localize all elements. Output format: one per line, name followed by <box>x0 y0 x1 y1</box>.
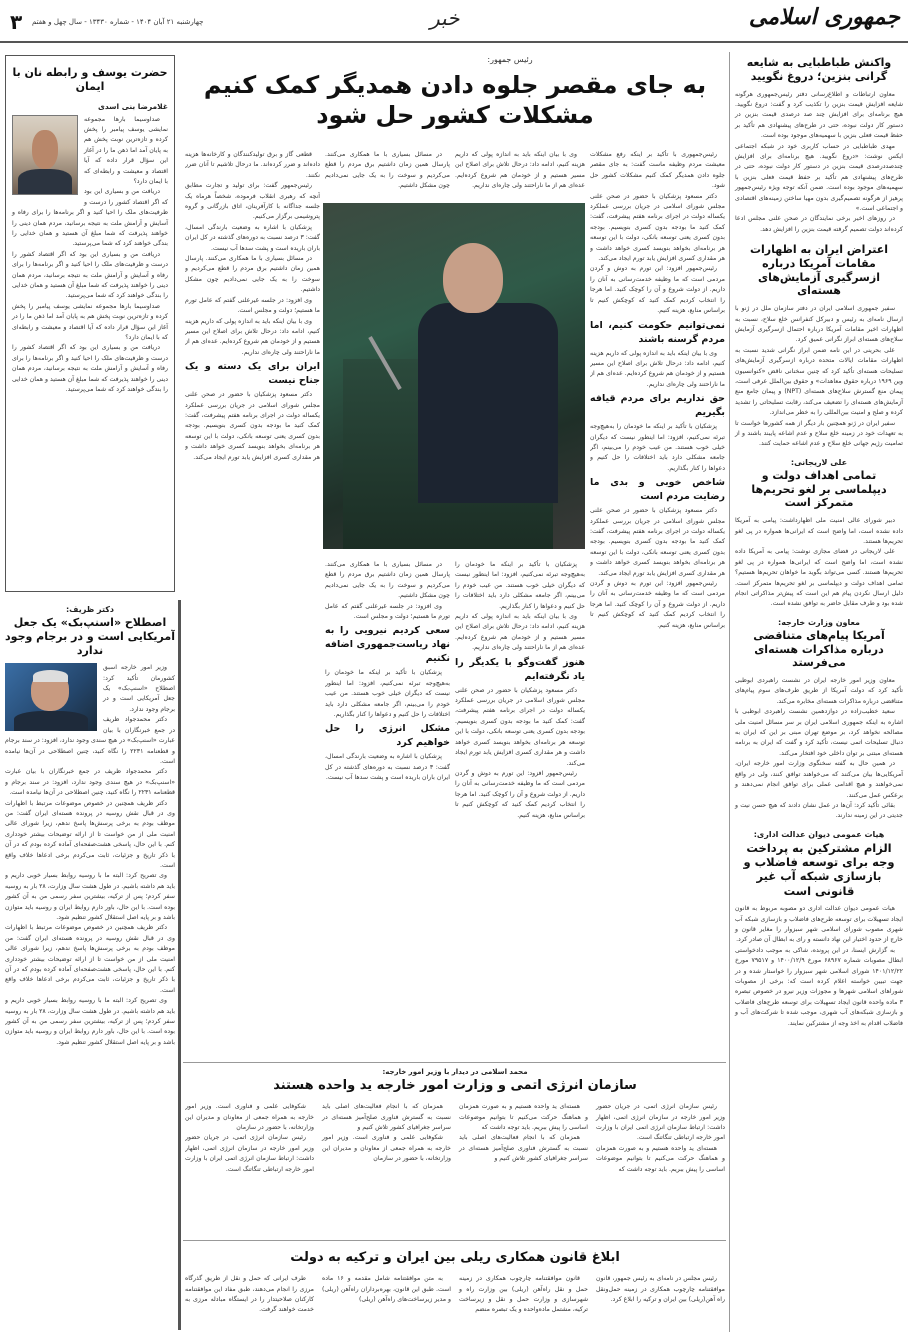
paragraph: در مسائل بسیاری با ما همکاری می‌کنند. پارسال همین زمان داشتیم برق مردم را قطع می‌کردیم و سوخت را به یک جایی نمی‌دادیم چون مشکل داشتیم. <box>325 561 450 600</box>
article-column <box>322 1102 451 1175</box>
paragraph: معاون وزیر امور خارجه ایران در نشست راهبردی ابوظبی تأکید کرد که دولت آمریکا از طریق طرف‌های سوم پیام‌های متناقضی درباره مذاکرات هسته‌ای مخابره می‌کند. <box>735 677 903 705</box>
paragraph: صداوسیما بارها مجموعه نمایشی یوسف پیامبر را پخش کرده و تازه‌ترین نوبت پخش هم به پایان آمد اما ذهن ما را در آغاز این سؤال قرار داده که آیا اقتصاد و معیشت و رابطه‌ای که با ایمان دارد؟ <box>12 302 168 342</box>
suit-shape <box>18 169 72 194</box>
article-body <box>735 904 903 1029</box>
paragraph: در مسائل بسیاری با ما همکاری می‌کنند. پارسال همین زمان داشتیم برق مردم را قطع می‌کردیم و سوخت را به یک جایی نمی‌دادیم چون مشکل داشتیم. <box>325 151 450 190</box>
author-photo <box>12 115 78 195</box>
main-article-headline[interactable]: به جای مقصر جلوه دادن همدیگر کمک کنیم مشکلات کشور حل شود <box>203 71 707 129</box>
article-kicker: علی لاریجانی: <box>790 457 848 467</box>
paragraph: طرف ایرانی که حمل و نقل از طریق گذرگاه مرزی را انجام می‌دهند، طبق مفاد این موافقتنامه کارکنان صلاحیتدار را در ایستگاه مبادله مرزی به خدمت خواهند گرفت. <box>185 1275 314 1314</box>
divider <box>183 1240 726 1241</box>
divider <box>183 1062 726 1063</box>
paragraph: وی افزود: در جلسه غیرعلنی گفتم که عامل تورم ما هستیم؛ دولت و مجلس است. <box>325 602 450 621</box>
paragraph: رئیس‌جمهوری با تأکید بر اینکه رفع مشکلات معیشت مردم وظیفه ماست گفت: به جای مقصر جلوه دادن همدیگر کمک کنیم مشکلات کشور حل شود. <box>590 151 725 190</box>
article-column <box>596 1274 725 1316</box>
main-article-column <box>455 150 585 200</box>
paragraph: هسته‌ای ید واحده هستیم و به صورت همزمان و هماهنگ حرکت می‌کنیم تا بتوانیم موضوعات اساسی را پیش ببریم. باید توجه داشت که <box>596 1144 725 1173</box>
person-head-shape <box>443 243 503 313</box>
paragraph: دکتر مسعود پزشکیان با حضور در صحن علنی مجلس شورای اسلامی در جریان بررسی عملکرد یکساله دولت در اجرای برنامه هفتم پیشرفت، گفت: کمک کنید ما بودجه بدون کسری بنویسیم. بودجه بدون کسری یعنی توسعه بانکی، دولت با این توسعه هر برنامه‌ای بخواهد بنویسد کسری خواهد داشت و هر مقداری کسری افزایش یابد تورم ایجاد می‌کند. <box>590 507 725 577</box>
zarif-photo <box>5 663 97 731</box>
page-number: ۳ <box>10 10 23 34</box>
paragraph: در مسائل بسیاری با ما همکاری می‌کنند. پارسال همین زمان داشتیم برق مردم را قطع می‌کردیم و سوخت را به یک جایی نمی‌دادیم چون مشکل داشتیم. <box>185 255 320 294</box>
article-kicker: دکتر ظریف: <box>65 605 115 614</box>
paragraph: وی با بیان اینکه باید به اندازه پولی که داریم هزینه کنیم، ادامه داد: درحال تلاش برای اصلاح این مسیر هستیم و از خودمان هم شروع کرده‌ایم. عده‌ای هم از ما ناراحتند ولی چاره‌ای نداریم. <box>185 317 320 356</box>
paragraph: قانون موافقتنامه چارچوب همکاری در زمینه حمل و نقل راه‌آهن (ریلی) بین وزارت راه و شهرسازی و وزارت حمل و نقل و زیرساخت ترکیه، مشتمل ماده‌واحده و یک تبصره منضم <box>459 1275 588 1314</box>
article-column <box>185 1102 314 1175</box>
article-column <box>322 1274 451 1316</box>
subhead: سعی کردیم نیرویی را به نهاد ریاست‌جمهوری اضافه نکنیم <box>325 625 450 665</box>
paragraph: دکتر مسعود پزشکیان با حضور در صحن علنی مجلس شورای اسلامی در جریان بررسی عملکرد یکساله دولت در اجرای برنامه هفتم پیشرفت، گفت: کمک کنید ما بودجه بدون کسری بنویسیم. بودجه بدون کسری یعنی توسعه بانکی، دولت با این توسعه هر برنامه‌ای بخواهد بنویسد کسری خواهد داشت و هر مقداری کسری افزایش یابد تورم ایجاد می‌کند. <box>590 192 725 263</box>
rail-agreement-article[interactable] <box>185 1246 725 1333</box>
paragraph: رئیس سازمان انرژی اتمی، در جریان حضور وزیر امور خارجه در سازمان انرژی اتمی، اظهار داشت: ارتباط سازمان انرژی اتمی ایران با وزارت امور خارجه ارتباطی تنگاتنگ است. <box>185 1134 314 1173</box>
paragraph: دکتر مسعود پزشکیان با حضور در صحن علنی مجلس شورای اسلامی در جریان بررسی عملکرد یکساله دولت در اجرای برنامه هفتم پیشرفت، گفت: کمک کنید ما بودجه بدون کسری بنویسیم. بودجه بدون کسری یعنی توسعه بانکی، دولت با این توسعه هر برنامه‌ای بخواهد بنویسد کسری خواهد داشت و هر مقداری کسری افزایش یابد تورم ایجاد می‌کند. <box>455 686 585 767</box>
article-body <box>735 90 903 236</box>
paragraph: دکتر محمدجواد ظریف در جمع خبرنگاران با بیان عبارت «اسنپ‌بک» در هیچ سندی وجود ندارد، افزود: در سند برجام و قطعنامه ۲۲۳۱ را نگاه کنید، چنین اصطلاحی در آن‌ها نیامده است. <box>5 768 175 797</box>
paragraph: علی لاریجانی در فضای مجازی نوشت: پیامی به آمریکا داده نشده است، اما واضح است که ایرانی‌ها همواره در پی لغو تحریم‌ها هستند. کسی می‌تواند بگوید ما خواهان تحریم‌ها هستیم؟ تمامی اهداف دولت و دیپلماسی بر لغو تحریم‌ها متمرکز است. دلیل ارسال نکردن پیام هم این است که پیش‌تر مذاکراتی انجام شده بود و طرف مقابل حاضر به توافق نشده است. <box>735 548 903 608</box>
paragraph: علی بحرینی در این نامه ضمن ابراز نگرانی شدید نسبت به اظهارات مقامات ایالات متحده درباره ازسرگیری آزمایش‌های تسلیحات هسته‌ای تأکید کرد که چنین سخنانی ناقض «کنوانسیون وین ۱۹۶۹ درباره حقوق معاهدات» و حقوق بین‌الملل عرفی است، پیمان منع گسترش سلاح‌های هسته‌ای (NPT) و پیمان جامع منع آزمایش‌های هسته‌ای را تضعیف می‌کند، رقابت تسلیحاتی را تشدید کرده و صلح و امنیت بین‌المللی را به خطر می‌اندازد. <box>735 346 903 417</box>
right-column <box>735 52 903 1029</box>
paragraph: سفیر ایران در ژنو همچنین بار دیگر از همه کشورها خواست تا به تعهدات خود در زمینه خلع سلاح و عدم اشاعه پایبند باشند و از تمامیت رژیم جهانی خلع سلاح و عدم اشاعه حمایت کنند. <box>735 419 903 448</box>
article-body <box>735 304 903 450</box>
paragraph: دریافت من و بسیاری این بود که اگر اقتصاد کشور را درست و ظرفیت‌های ملک را احیا کنید و اگر برنامه‌ها را برای رفاه و آسایش و آرامش ملت به نتیجه برسانید، مردم همان دینی را خواهند پذیرفت که شما مبلغ آن هستید و همان خدایی را بندگی خواهند کرد که شما می‌پرستید. <box>12 188 168 248</box>
paragraph: پزشکیان با اشاره به وضعیت بارندگی امسال، گفت: ۳ درصد نسبت به دوره‌های گذشته در کل ایران باران باریده است و پشت سدها آب نیست. <box>185 223 320 252</box>
article-columns <box>185 1102 725 1175</box>
paragraph: مهدی طباطبایی در حساب کاربری خود در شبکه اجتماعی ایکس نوشت: «دروغ نگویید. هیچ برنامه‌ای برای افزایش چندصددرصدی قیمت بنزین در دستور کار دولت نبوده، حتی در طرح‌های پیشنهادی هم تأکید بر حفظ قیمت فعلی بنزین با سهمیه‌های موجود بوده است. ضمن آنکه توجه ویژه رئیس‌جمهور پرهیز از هرگونه تصمیم‌گیری بدون مهیا ساختن زمینه‌های اقتصادی و اجتماعی است.» <box>735 142 903 212</box>
suit-shape <box>14 711 88 731</box>
article-columns <box>185 1274 725 1316</box>
article-administrative-court[interactable] <box>735 830 903 1029</box>
masthead <box>0 0 908 43</box>
paragraph: دبیر شورای عالی امنیت ملی اظهارداشت: پیامی به آمریکا داده نشده است، اما واضح است که ایرانی‌ها همواره در پی لغو تحریم‌ها هستند. <box>735 517 903 545</box>
subhead: حق نداریم برای مردم قیافه بگیریم <box>590 393 725 419</box>
face-shape <box>32 130 58 169</box>
article-headline[interactable]: الزام مشترکین به پرداخت وجه برای توسعه فاضلاب و بازسازی شبکه آب غیر قانونی است <box>743 840 895 898</box>
subhead: شاخص خوبی و بدی ما رضایت مردم است <box>590 477 725 503</box>
paragraph: در روزهای اخیر برخی نمایندگان در صحن علنی مجلس ادعا کرده‌اند دولت تصمیم گرفته قیمت بنزین را افزایش دهد. <box>735 215 903 233</box>
article-gasoline-rumor[interactable] <box>735 56 903 235</box>
subhead: مشکل انرژی را حل خواهیم کرد <box>325 723 450 749</box>
person-body-shape <box>418 303 558 503</box>
paragraph: رئیس سازمان انرژی اتمی، در جریان حضور وزیر امور خارجه در سازمان انرژی اتمی، اظهار داشت: ارتباط سازمان انرژی اتمی ایران با وزارت امور خارجه ارتباطی تنگاتنگ است. <box>596 1103 725 1142</box>
paragraph: صداوسیما بارها مجموعه نمایشی یوسف پیامبر را پخش کرده و تازه‌ترین نوبت پخش هم به پایان آمد اما ذهن ما را در آغاز این سؤال قرار داده که آیا اقتصاد و معیشت و رابطه‌ای که با ایمان دارد؟ <box>84 115 168 185</box>
article-headline[interactable]: اعتراض ایران به اظهارات مقامات آمریکا درباره ازسرگیری آزمایش‌های هسته‌ای <box>749 243 889 298</box>
paragraph: پزشکیان با تأکید بر اینکه ما خودمان را به‌هیچ‌وجه تبرئه نمی‌کنیم، افزود: اما اینطور نیست که دیگران خیلی خوب هستند. من عیب خودم را می‌بینم، اگر جامعه مشکلی دارد باید اختلافات را حل کنیم و دعواها را کنار بگذاریم. <box>455 561 585 610</box>
newspaper-logo[interactable]: جمهوری اسلامی <box>748 4 900 30</box>
paragraph: پزشکیان با تأکید بر اینکه ما خودمان را به‌هیچ‌وجه تبرئه نمی‌کنیم، افزود: اما اینطور نیست که دیگران خیلی خوب هستند. من عیب خودم را می‌بینم، اگر جامعه مشکلی دارد باید اختلافات را حل کنیم و دعواها را کنار بگذاریم. <box>590 423 725 472</box>
paragraph: شکوفایی علمی و فناوری است. وزیر امور خارجه به همراه جمعی از معاونان و مدیران این وزارتخانه، با حضور در سازمان <box>185 1103 314 1132</box>
paragraph: وی تصریح کرد: البته ما با روسیه روابط بسیار خوبی داریم و باید هم داشته باشیم. در طول هشت سال وزارت، ۲۸ بار به روسیه سفر کردم؛ پس از ترکیه، بیشترین سفر رسمی من به آن کشور بوده است. با این حال، باور دارم روابط ایران و روسیه باید متوازن باشد و بر پایه اصل استقلال کشور تنظیم شود. <box>5 997 175 1046</box>
paragraph: قطعی گاز و برق تولیدکنندگان و کارخانه‌ها هزینه داده‌اند و ضرر کرده‌اند. ما درحال تلاشیم تا آنان ضرر نکنند. <box>185 151 320 179</box>
atomic-energy-article[interactable] <box>185 1068 725 1228</box>
article-deputy-fm[interactable] <box>735 618 903 822</box>
paragraph: پزشکیان با اشاره به وضعیت بارندگی امسال، گفت: ۳ درصد نسبت به دوره‌های گذشته در کل ایران باران باریده است و پشت سدها آب نیست. <box>325 753 450 782</box>
paragraph: شکوفایی علمی و فناوری است. وزیر امور خارجه به همراه جمعی از معاونان و مدیران این وزارتخانه، با حضور در سازمان <box>322 1134 451 1163</box>
paragraph: دکتر ظریف همچنین در خصوص موضوعات مرتبط با اظهارات وی در قبال نقش روسیه در پرونده هسته‌ای ایران گفت: من موظف بودم به برخی پرسش‌ها پاسخ ندهم، زیرا شورای عالی امنیت ملی از من خواست تا از ارائه توضیحات بیشتر خودداری کنم. با این حال، پاسخی هشت‌صفحه‌ای آماده کرده بودم که در آن با ذکر تاریخ و جزئیات، ثابت می‌کردم برخی ادعاها خلاف واقع است. <box>5 799 175 869</box>
main-article-column <box>325 560 450 1060</box>
paragraph: وی با بیان اینکه باید به اندازه پولی که داریم هزینه کنیم، ادامه داد: درحال تلاش برای اصلاح این مسیر هستیم و از خودمان هم شروع کرده‌ایم. عده‌ای هم از ما ناراحتند ولی چاره‌ای نداریم. <box>455 613 585 652</box>
paragraph: وی با بیان اینکه باید به اندازه پولی که داریم هزینه کنیم، ادامه داد: درحال تلاش برای اصلاح این مسیر هستیم و از خودمان هم شروع کرده‌ایم. عده‌ای هم از ما ناراحتند ولی چاره‌ای نداریم. <box>590 349 725 388</box>
article-column <box>459 1102 588 1175</box>
article-column <box>459 1274 588 1316</box>
paragraph: دریافت من و بسیاری این بود که اگر اقتصاد کشور را درست و ظرفیت‌های ملک را احیا کنید و اگر برنامه‌ها را برای رفاه و آسایش و آرامش ملت به نتیجه برسانید، مردم همان دینی را خواهند پذیرفت که شما مبلغ آن هستید و همان خدایی را بندگی خواهند کرد که شما می‌پرستید. <box>12 250 168 300</box>
paragraph: بقائی تأکید کرد: آن‌ها در عمل نشان دادند که هیچ حسن نیت و جدیتی در این زمینه ندارند. <box>735 801 903 820</box>
article-headline[interactable]: ابلاغ قانون همکاری ریلی بین ایران و ترکیه به دولت <box>290 1250 620 1265</box>
paragraph: هسته‌ای ید واحده هستیم و به صورت همزمان و هماهنگ حرکت می‌کنیم تا بتوانیم موضوعات اساسی را پیش ببریم. باید توجه داشت که <box>459 1103 588 1132</box>
opinion-box[interactable] <box>5 55 175 592</box>
paragraph: همزمان که با انجام فعالیت‌های اصلی باید نسبت به گسترش فناوری صلح‌آمیز هسته‌ای در سراسر جغرافیای کشور تلاش کنیم و <box>459 1134 588 1163</box>
paragraph: معاون ارتباطات و اطلاع‌رسانی دفتر رئیس‌جمهوری هرگونه شایعه افزایش قیمت بنزین را تکذیب کرد و گفت: دروغ نگویید. هیچ برنامه‌ای برای افزایش چند صد درصدی قیمت بنزین در دستور کار دولت نبوده، حتی در طرح‌های پیشنهادی هم تأکید بر حفظ قیمت فعلی بنزین با سهمیه‌های موجود بوده است. <box>735 90 903 140</box>
opinion-headline[interactable]: حضرت یوسف و رابطه نان با ایمان <box>12 66 168 93</box>
main-article-photo[interactable] <box>323 203 585 549</box>
paragraph: وی افزود: در جلسه غیرعلنی گفتم که عامل تورم ما هستیم؛ دولت و مجلس است. <box>185 296 320 315</box>
section-name: خبر <box>430 6 460 30</box>
paragraph: دکتر مسعود پزشکیان با حضور در صحن علنی مجلس شورای اسلامی در جریان بررسی عملکرد یکساله دولت در اجرای برنامه هفتم پیشرفت، گفت: کمک کنید ما بودجه بدون کسری بنویسیم. بودجه بدون کسری یعنی توسعه بانکی، دولت با این توسعه هر برنامه‌ای بخواهد بنویسد کسری خواهد داشت و هر مقداری کسری افزایش یابد تورم ایجاد می‌کند. <box>185 391 320 461</box>
article-headline[interactable]: سازمان انرژی اتمی و وزارت امور خارجه ید واحده هستند <box>273 1078 637 1093</box>
hair-shape <box>33 670 68 682</box>
issue-info: چهارشنبه ۲۱ آبان ۱۴۰۴ - شماره ۱۳۴۳۰ - سال چهل و هفتم <box>32 18 204 26</box>
subhead: هنوز گفت‌وگو با یکدیگر را یاد نگرفته‌ایم <box>455 656 585 682</box>
paragraph: رئیس‌جمهور گفت: برای تولید و تجارت مطابق آنچه که رهبری انقلاب فرموده، شخصاً هرماه یک جلسه جداگانه با کارآفرینان، اتاق بازرگانی و گروه پتروشیمی برگزار می‌کنیم. <box>185 182 320 221</box>
article-headline[interactable]: تمامی اهداف دولت و دیپلماسی بر لغو تحریم‌ها متمرکز است <box>751 468 887 510</box>
article-nuclear-tests-protest[interactable] <box>735 243 903 450</box>
column-divider <box>729 52 730 1332</box>
paragraph: به متن موافقتنامه شامل مقدمه و ۱۶ ماده است. طبق این قانون، بهره‌برداران راه‌آهن (ریلی) و مدیر زیرساخت‌های راه‌آهن (ریلی) <box>322 1275 451 1304</box>
zarif-article[interactable] <box>5 605 175 1330</box>
main-article-kicker: رئیس جمهور: <box>487 55 533 64</box>
main-article-column <box>590 150 725 1060</box>
paragraph: سعید خطیب‌زاده در دوازدهمین نشست راهبردی ابوظبی با اشاره به اینکه جمهوری اسلامی ایران بر سر مسائل امنیت ملی مصالحه نخواهد کرد، بر موضع تهران مبنی بر این که ایران به دنبال تسلیحات اتمی نیست، تأکید کرد و گفت که ایران به برنامه هسته‌ای مبتنی بر توان داخلی خود افتخار می‌کند. <box>735 708 903 757</box>
article-headline[interactable]: آمریکا پیام‌های متناقضی درباره مذاکرات هسته‌ای می‌فرستد <box>753 628 885 670</box>
article-column <box>596 1102 725 1175</box>
main-article-column <box>455 560 585 1060</box>
paragraph: وزیر امور خارجه اسبق کشورمان تأکید کرد: اصطلاح «اسنپ‌بک» یک جعل آمریکایی است و در برجام وجود ندارد. <box>103 664 175 713</box>
paragraph: سفیر جمهوری اسلامی ایران در دفتر سازمان ملل در ژنو با ارسال نامه‌ای به رئیس و دبیرکل کنفرانس خلع سلاح، نسبت به اظهارات اخیر مقامات آمریکا درباره احتمال ازسرگیری آزمایش سلاح‌های هسته‌ای ابراز نگرانی عمیق کرد. <box>735 305 903 344</box>
subhead: نمی‌توانیم حکومت کنیم، اما مردم گرسنه باشند <box>590 319 725 345</box>
article-headline[interactable]: واکنش طباطبایی به شایعه گرانی بنزین؛ دروغ نگویید <box>746 56 892 83</box>
column-divider <box>178 600 181 1330</box>
article-headline[interactable]: اصطلاح «اسنپ‌بک» یک جعل آمریکایی است و در برجام وجود ندارد <box>5 616 175 657</box>
paragraph: وی با بیان اینکه باید به اندازه پولی که داریم هزینه کنیم، ادامه داد: درحال تلاش برای اصلاح این مسیر هستیم و از خودمان هم شروع کرده‌ایم. عده‌ای هم از ما ناراحتند ولی چاره‌ای نداریم. <box>455 151 585 190</box>
article-body <box>735 516 903 610</box>
paragraph: وی تصریح کرد: البته ما با روسیه روابط بسیار خوبی داریم و باید هم داشته باشیم. در طول هشت سال وزارت، ۲۸ بار به روسیه سفر کردم؛ پس از ترکیه، بیشترین سفر رسمی من به آن کشور بوده است. با این حال، باور دارم روابط ایران و روسیه باید متوازن باشد و بر پایه اصل استقلال کشور تنظیم شود. <box>5 872 175 921</box>
article-kicker: هیات عمومی دیوان عدالت اداری: <box>753 829 885 839</box>
main-article-column <box>185 150 320 1060</box>
subhead: ایران برای یک دسته و یک جناح نیست <box>185 361 320 387</box>
paragraph: در همین حال به گفته سخنگوی وزارت امور خارجه ایران، آمریکایی‌ها بیان می‌کنند که می‌خواهند توافق کنند، ولی در واقع نمی‌خواهند و هیچ اقدامی عملی برای توافق انجام نمی‌دهند و برعکس عمل می‌کنند. <box>735 760 903 799</box>
paragraph: همزمان که با انجام فعالیت‌های اصلی باید نسبت به گسترش فناوری صلح‌آمیز هسته‌ای در سراسر جغرافیای کشور تلاش کنیم و <box>322 1103 451 1132</box>
paragraph: هیات عمومی دیوان عدالت اداری دو مصوبه مربوط به قانون ایجاد تسهیلات برای توسعه طرح‌های فاضلاب و بازسازی شبکه آب شهری مصوب شورای اسلامی شهر سبزوار را مغایر قانون و خارج از حدود اختیار این نهاد دانسته و رای به ابطال آن صادر کرد. <box>735 905 903 944</box>
paragraph: رئیس‌جمهور افزود: این تورم به دوش و گردن مردمی است که ما وظیفه خدمت‌رسانی به آنان را داریم. از دولت شروع و آن را کوچک کنید. اما هرجا را انتخاب کردیم کمک کنید که کوچکش کنیم تا براساس منابع، هزینه کنیم. <box>455 769 585 819</box>
article-column <box>185 1274 314 1316</box>
article-kicker: معاون وزارت خارجه: <box>778 617 860 627</box>
paragraph: دریافت من و بسیاری این بود که اگر اقتصاد کشور را درست و ظرفیت‌های ملک را احیا کنید و اگر برنامه‌ها را برای رفاه و آسایش و آرامش ملت به نتیجه برسانید، مردم همان دینی را خواهند پذیرفت که شما مبلغ آن هستید و همان خدایی را بندگی خواهند کرد که شما می‌پرستید. <box>12 344 168 394</box>
paragraph: به گزارش ایسنا، در این پرونده، شاکی به موجب دادخواستی ابطال مصوبات شماره ۶۸۹۶۷ مورخ ۱۴۰۰/۱۲/۹ و ۷۹۵۱۷ مورخ ۱۴۰۱/۱۲/۲۲ شورای اسلامی شهر سبزوار را خواستار شده و در جهت تبیین خواسته اعلام کرده است که: برخی از مصوبات شوراهای اسلامی شهرها و مجوزات وزیر نیرو در خصوص تبصره ۳ ماده واحده قانون ایجاد تسهیلات برای توسعه طرح‌های فاضلاب و بازسازی شبکه‌های آب شهری، موجب شده تا شرکت‌های آب و فاضلاب اقدام به اخذ وجه از مشترکین نمایند. <box>735 946 903 1027</box>
article-body <box>735 676 903 822</box>
paragraph: رئیس‌جمهور افزود: این تورم به دوش و گردن مردمی است که ما وظیفه خدمت‌رسانی به آنان را داریم. از دولت شروع و آن را کوچک کنید. اما هرجا را انتخاب کردیم کمک کنید که کوچکش کنیم تا براساس منابع، هزینه کنیم. <box>590 580 725 629</box>
opinion-author: غلامرضا بنی اسدی <box>97 101 168 111</box>
paragraph: دکتر ظریف همچنین در خصوص موضوعات مرتبط با اظهارات وی در قبال نقش روسیه در پرونده هسته‌ای ایران گفت: من موظف بودم به برخی پرسش‌ها پاسخ ندهم، زیرا شورای عالی امنیت ملی از من خواست تا از ارائه توضیحات بیشتر خودداری کنم. با این حال، پاسخی هشت‌صفحه‌ای آماده کرده بودم که در آن با ذکر تاریخ و جزئیات، ثابت می‌کردم برخی ادعاها خلاف واقع است. <box>5 924 175 994</box>
article-kicker: محمد اسلامی در دیدار با وزیر امور خارجه: <box>382 1068 528 1076</box>
paragraph: پزشکیان با تأکید بر اینکه ما خودمان را به‌هیچ‌وجه تبرئه نمی‌کنیم، افزود: اما اینطور نیست که دیگران خیلی خوب هستند. من عیب خودم را می‌بینم، اگر جامعه مشکلی دارد باید اختلافات را حل کنیم و دعواها را کنار بگذاریم. <box>325 669 450 719</box>
main-article-column <box>325 150 450 200</box>
paragraph: رئیس مجلس در نامه‌ای به رئیس جمهور، قانون موافقتنامه چارچوب همکاری در زمینه حمل‌ونقل راه آهن(ریلی) بین ایران و ترکیه را ابلاغ کرد. <box>596 1275 725 1304</box>
paragraph: دکتر محمدجواد ظریف در جمع خبرنگاران با بیان عبارت «اسنپ‌بک» در هیچ سندی وجود ندارد، افزود: در سند برجام و قطعنامه ۲۲۳۱ را نگاه کنید، چنین اصطلاحی در آن‌ها نیامده است. <box>5 716 175 765</box>
article-larijani[interactable] <box>735 458 903 610</box>
paragraph: رئیس‌جمهور افزود: این تورم به دوش و گردن مردمی است که ما وظیفه خدمت‌رسانی به آنان را داریم. از دولت شروع و آن را کوچک کنید. اما هرجا را انتخاب کردیم کمک کنید که کوچکش کنیم تا براساس منابع، هزینه کنیم. <box>590 265 725 315</box>
